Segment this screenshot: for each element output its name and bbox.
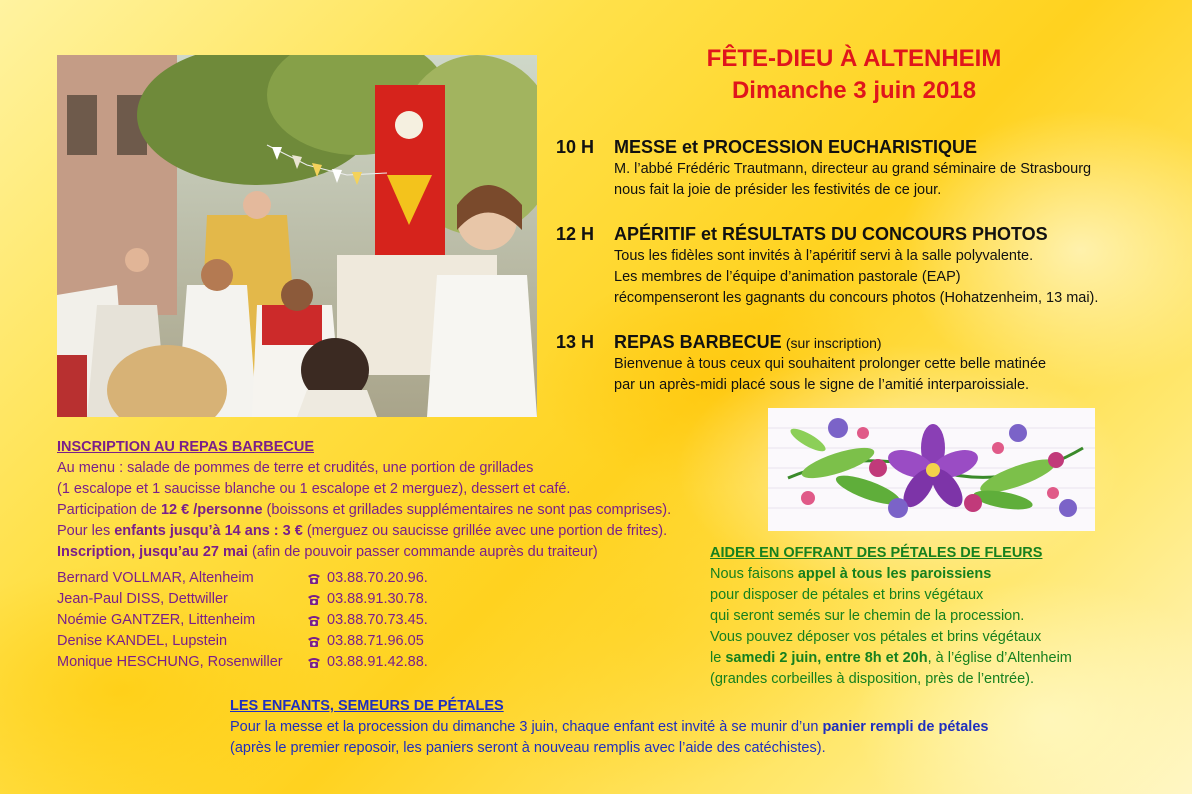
children-line (230, 717, 1170, 738)
phone-icon (307, 573, 321, 585)
children-section (230, 696, 1170, 759)
program-line: récompenseront les gagnants du concours photos (Hohatzenheim, 13 mai). (614, 290, 1099, 306)
event-title (600, 44, 1108, 108)
program-time: 10 H (556, 137, 595, 157)
contact-row (57, 568, 428, 589)
title-line-1: FÊTE-DIEU À ALTENHEIM (706, 45, 1002, 72)
inscription-line: (1 escalope et 1 saucisse blanche ou 1 escalope et 2 merguez), dessert et café. (57, 481, 571, 497)
contact-row (57, 631, 428, 652)
procession-photo (57, 55, 537, 417)
contact-name: Bernard VOLLMAR, Altenheim (57, 570, 254, 586)
program-line: nous fait la joie de présider les festivités de ce jour. (614, 182, 942, 198)
contact-phone-number: 03.88.70.73.45. (327, 612, 428, 628)
program-time: 13 H (556, 332, 595, 352)
program-time: 12 H (556, 224, 595, 244)
program-line: M. l’abbé Frédéric Trautmann, directeur au grand séminaire de Strasbourg (614, 161, 1092, 177)
petals-date: samedi 2 juin, entre 8h et 20h (725, 650, 928, 666)
petals-section (710, 543, 1180, 690)
program-note: (sur inscription) (785, 335, 882, 351)
program-line: Les membres de l’équipe d’animation pastorale (EAP) (614, 269, 961, 285)
petals-line: Vous pouvez déposer vos pétales et brins végétaux (710, 629, 1042, 645)
contact-phone-number: 03.88.91.42.88. (327, 654, 428, 670)
price-adult: 12 € /personne (160, 502, 263, 518)
inscription-line (57, 500, 757, 521)
contact-row (57, 610, 428, 631)
program-heading: APÉRITIF et RÉSULTATS DU CONCOURS PHOTOS (614, 224, 1048, 244)
petals-line (710, 648, 1180, 669)
petals-line: qui seront semés sur le chemin de la procession. (710, 608, 1025, 624)
text: Participation de (57, 502, 161, 518)
contact-phone-number: 03.88.71.96.05 (327, 633, 424, 649)
contact-phone-number: 03.88.91.30.78. (327, 591, 428, 607)
contact-name: Monique HESCHUNG, Rosenwiller (57, 654, 283, 670)
inscription-deadline: Inscription, jusqu’au 27 mai (57, 544, 248, 560)
children-basket: panier rempli de pétales (822, 719, 989, 735)
phone-icon (307, 657, 321, 669)
text: le (710, 650, 726, 666)
petals-line: pour disposer de pétales et brins végétaux (710, 587, 984, 603)
text: Nous faisons (710, 566, 798, 582)
price-child: enfants jusqu’à 14 ans : 3 € (114, 523, 303, 539)
program-heading: REPAS BARBECUE (614, 332, 782, 352)
program-heading: MESSE et PROCESSION EUCHARISTIQUE (614, 137, 978, 157)
phone-icon (307, 615, 321, 627)
program-item-10h (556, 137, 1176, 201)
phone-icon (307, 636, 321, 648)
petals-line (710, 564, 1180, 585)
contact-row (57, 589, 428, 610)
text: Pour les (57, 523, 115, 539)
program-line: Tous les fidèles sont invités à l’apéritif servi à la salle polyvalente. (614, 248, 1034, 264)
contact-list (57, 568, 428, 673)
children-heading: LES ENFANTS, SEMEURS DE PÉTALES (230, 698, 504, 714)
contact-row (57, 652, 428, 673)
contact-name: Jean-Paul DISS, Dettwiller (57, 591, 228, 607)
text: Pour la messe et la procession du dimanche 3 juin, chaque enfant est invité à se munir d’un (230, 719, 823, 735)
flower-garland-illustration (768, 408, 1095, 531)
text: , à l’église d’Altenheim (927, 650, 1072, 666)
text: (boissons et grillades supplémentaires ne sont pas comprises). (262, 502, 672, 518)
petals-line: (grandes corbeilles à disposition, près de l’entrée). (710, 671, 1035, 687)
program-item-12h (556, 224, 1176, 309)
text: (afin de pouvoir passer commande auprès du traiteur) (247, 544, 598, 560)
text: (merguez ou saucisse grillée avec une portion de frites). (302, 523, 668, 539)
program-item-13h (556, 332, 1176, 396)
contact-name: Noémie GANTZER, Littenheim (57, 612, 256, 628)
inscription-line (57, 542, 757, 563)
program-line: Bienvenue à tous ceux qui souhaitent prolonger cette belle matinée (614, 356, 1047, 372)
inscription-line: Au menu : salade de pommes de terre et crudités, une portion de grillades (57, 460, 534, 476)
inscription-heading: INSCRIPTION AU REPAS BARBECUE (57, 439, 314, 455)
inscription-section (57, 437, 757, 563)
program-line: par un après-midi placé sous le signe de l’amitié interparoissiale. (614, 377, 1030, 393)
title-line-2: Dimanche 3 juin 2018 (731, 77, 977, 104)
petals-heading: AIDER EN OFFRANT DES PÉTALES DE FLEURS (710, 545, 1043, 561)
children-line: (après le premier reposoir, les paniers seront à nouveau remplis avec l’aide des catéchistes). (230, 740, 826, 756)
phone-icon (307, 594, 321, 606)
contact-phone-number: 03.88.70.20.96. (327, 570, 428, 586)
contact-name: Denise KANDEL, Lupstein (57, 633, 228, 649)
petals-appeal: appel à tous les paroissiens (797, 566, 992, 582)
inscription-line (57, 521, 757, 542)
